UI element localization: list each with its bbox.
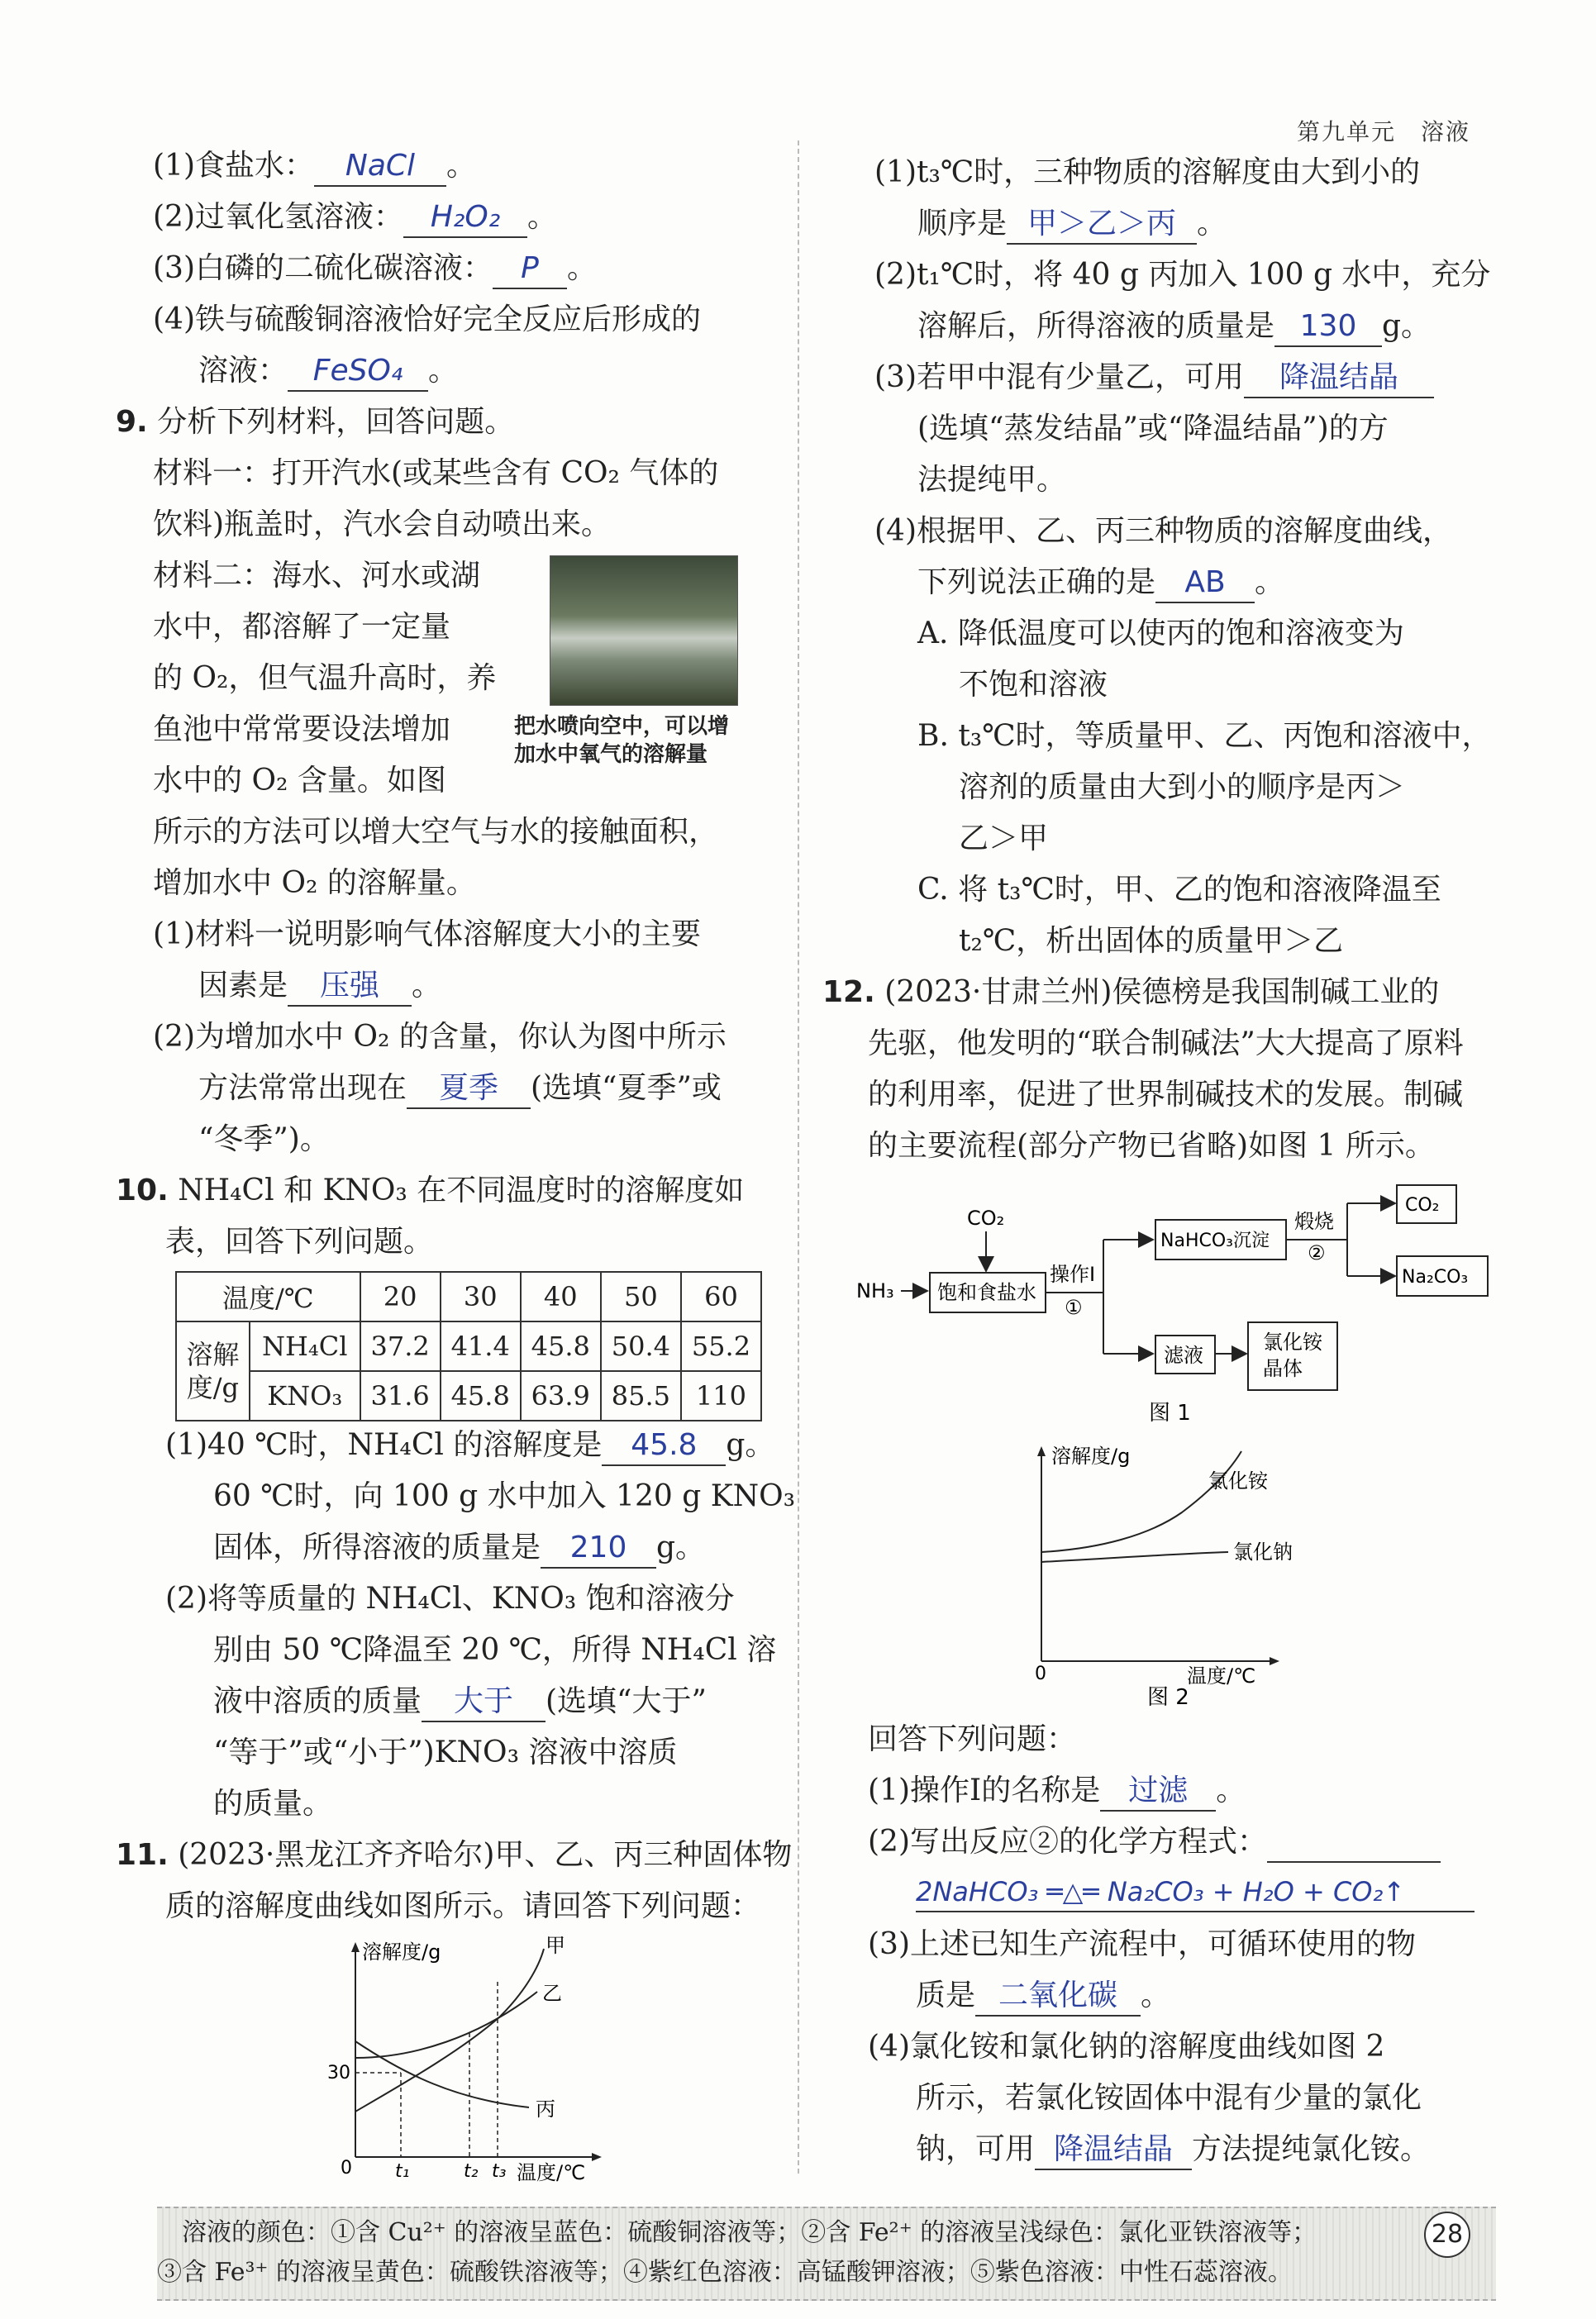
- origin-label: 0: [341, 2158, 352, 2179]
- q11-q4-a: (4)根据甲、乙、丙三种物质的溶解度曲线，: [874, 514, 1452, 548]
- label-operation1-num: ①: [1065, 1296, 1083, 1319]
- photo-caption: 加水中氧气的溶解量: [514, 742, 708, 767]
- q9-material2-line: 水中的 O₂ 含量。如图: [153, 764, 446, 798]
- box-nahco3-label: NaHCO₃沉淀: [1160, 1231, 1270, 1251]
- label-nh3: NH₃: [856, 1279, 894, 1302]
- q11-q4-b: 下列说法正确的是 AB 。: [917, 564, 1284, 603]
- q10-stem-a: 10. NH₄Cl 和 KNO₃ 在不同温度时的溶解度如: [116, 1174, 745, 1207]
- q12-q4-b: 所示，若氯化铵固体中混有少量的氯化: [916, 2081, 1422, 2115]
- q9-material2-line: 水中，都溶解了一定量: [153, 610, 451, 644]
- page-number: 28: [1424, 2212, 1470, 2258]
- label-calcination: 煅烧: [1294, 1210, 1334, 1233]
- q10-q2-a: (2)将等质量的 NH₄Cl、KNO₃ 饱和溶液分: [165, 1582, 735, 1616]
- table-header-row: [176, 1272, 761, 1321]
- q12-stem: 先驱，他发明的“联合制碱法”大大提高了原料: [868, 1026, 1464, 1060]
- q10-q1-b: 60 ℃时，向 100 g 水中加入 120 g KNO₃: [213, 1479, 796, 1513]
- q9-material2-line: 的 O₂，但气温升高时，养: [153, 661, 497, 695]
- q8-item-4a: (4)铁与硫酸铜溶液恰好完全反应后形成的: [153, 302, 701, 336]
- table-header-cell: 30: [441, 1272, 521, 1321]
- table-cell: 45.8: [441, 1371, 521, 1421]
- column-divider: [798, 140, 799, 2174]
- q10-q2-c: 液中溶质的质量 大于 (选填“大于”: [213, 1683, 707, 1722]
- q11-option-b-cont: 乙＞甲: [959, 821, 1049, 855]
- answer: P: [521, 251, 539, 285]
- q12-q3-b: 质是 二氧化碳 。: [916, 1977, 1170, 2017]
- t3-label: t₃: [492, 2161, 507, 2182]
- curve-nacl: [1041, 1552, 1228, 1562]
- x-axis-arrow: [1270, 1657, 1279, 1665]
- y-axis-arrow: [1037, 1446, 1046, 1456]
- curve-bing: [355, 2041, 529, 2107]
- answer: 130: [1299, 309, 1357, 343]
- table-cell: 55.2: [681, 1321, 761, 1371]
- table-cell: 63.9: [521, 1371, 601, 1421]
- q9-material2-line: 鱼池中常常要设法增加: [153, 712, 451, 746]
- table-header-cell: 40: [521, 1272, 601, 1321]
- answer: 降温结晶: [1054, 2132, 1174, 2166]
- answer: 210: [569, 1531, 627, 1564]
- label-yi: 乙: [542, 1982, 562, 2005]
- q11-q1-b: 顺序是 甲＞乙＞丙 。: [917, 205, 1227, 245]
- q12-stem: 的利用率，促进了世界制碱技术的发展。制碱: [868, 1078, 1464, 1112]
- q12-q3-a: (3)上述已知生产流程中，可循环使用的物: [868, 1927, 1416, 1961]
- q11-q3-a: (3)若甲中混有少量乙，可用 降温结晶: [874, 359, 1434, 398]
- label-bing: 丙: [536, 2098, 555, 2121]
- answer: 大于: [454, 1684, 514, 1718]
- x-axis-label: 温度/℃: [517, 2161, 586, 2184]
- y-axis-label: 溶解度/g: [1051, 1445, 1131, 1468]
- q8-item-2: (2)过氧化氢溶液： H₂O₂ 。: [153, 198, 557, 238]
- footer-line: 溶液的颜色：①含 Cu²⁺ 的溶液呈蓝色：硫酸铜溶液等；②含 Fe²⁺ 的溶液呈浅绿色：氯化亚铁溶液等；: [182, 2218, 1317, 2247]
- origin-label: 0: [1035, 1664, 1046, 1684]
- label-jia: 甲: [545, 1934, 565, 1957]
- answer-equation: 2NaHCO₃ ═△═ Na₂CO₃ + H₂O + CO₂↑: [916, 1876, 1406, 1907]
- q12-q2-answer: [916, 1873, 1475, 1912]
- table-header-cell: 温度/℃: [176, 1272, 360, 1321]
- table-cell: 110: [681, 1371, 761, 1421]
- x-axis-label: 温度/℃: [1187, 1664, 1256, 1688]
- page-header: 第九单元 溶液: [1296, 118, 1470, 145]
- answer: FeSO₄: [312, 354, 403, 388]
- photo-caption: 把水喷向空中，可以增: [514, 714, 730, 739]
- answer: 压强: [320, 969, 380, 1002]
- q12-intro: 回答下列问题：: [868, 1722, 1077, 1756]
- q12-q2: (2)写出反应②的化学方程式：: [868, 1823, 1441, 1863]
- q11-stem-a: 11. (2023·黑龙江齐齐哈尔)甲、乙、丙三种固体物: [116, 1838, 793, 1872]
- q9-material2-line: 材料二：海水、河水或湖: [153, 559, 481, 593]
- q12-stem: 12. (2023·甘肃兰州)侯德榜是我国制碱工业的: [822, 975, 1440, 1009]
- q9-q2-a: (2)为增加水中 O₂ 的含量，你认为图中所示: [153, 1020, 727, 1054]
- table-header-cell: 20: [360, 1272, 441, 1321]
- table-cell: 50.4: [601, 1321, 681, 1371]
- table-row: [176, 1321, 761, 1371]
- q9-material1-b: 饮料)瓶盖时，汽水会自动喷出来。: [153, 507, 612, 541]
- q8-item-1: (1)食盐水： NaCl 。: [153, 147, 476, 187]
- box-saturated-brine-label: 饱和食盐水: [937, 1281, 1036, 1304]
- q10-q1-c: 固体，所得溶液的质量是 210 g。: [213, 1529, 705, 1569]
- q10-q2-b: 别由 50 ℃降温至 20 ℃，所得 NH₄Cl 溶: [213, 1633, 777, 1667]
- table-cell: 31.6: [360, 1371, 441, 1421]
- t1-label: t₁: [395, 2161, 410, 2182]
- table-cell: KNO₃: [250, 1371, 360, 1421]
- fountain-photo: [550, 555, 738, 706]
- table-row-label: 溶解 度/g: [176, 1321, 250, 1421]
- q11-option-c-cont: t₂℃，析出固体的质量甲＞乙: [959, 924, 1344, 958]
- y-axis-arrow: [351, 1942, 360, 1952]
- q9-material2-rest: 增加水中 O₂ 的溶解量。: [153, 866, 476, 900]
- q10-stem-b: 表，回答下列问题。: [165, 1225, 434, 1259]
- q11-q3-b: (选填“蒸发结晶”或“降温结晶”)的方: [917, 412, 1389, 445]
- q12-q1: (1)操作Ⅰ的名称是 过滤 。: [868, 1772, 1246, 1812]
- label-calcination-num: ②: [1308, 1241, 1326, 1264]
- q9-q1-b: 因素是 压强 。: [198, 967, 441, 1007]
- production-flowchart: [851, 1174, 1496, 1430]
- label-nacl: 氯化钠: [1233, 1540, 1293, 1564]
- q11-option-a: A. 降低温度可以使丙的饱和溶液变为: [917, 617, 1404, 650]
- t2-label: t₂: [464, 2161, 479, 2182]
- q10-q2-e: “等于”或“小于”)KNO₃ 溶液中溶质: [213, 1736, 678, 1769]
- box-na2co3-label: Na₂CO₃: [1402, 1267, 1469, 1288]
- q9-material1-a: 材料一：打开汽水(或某些含有 CO₂ 气体的: [153, 456, 719, 490]
- table-cell: NH₄Cl: [250, 1321, 360, 1371]
- y-axis-label: 溶解度/g: [362, 1940, 441, 1964]
- table-header-cell: 50: [601, 1272, 681, 1321]
- q10-q1-a: (1)40 ℃时，NH₄Cl 的溶解度是 45.8 g。: [165, 1426, 774, 1466]
- table-header-cell: 60: [681, 1272, 761, 1321]
- q11-stem-b: 质的溶解度曲线如图所示。请回答下列问题：: [165, 1889, 761, 1923]
- answer: AB: [1184, 565, 1226, 599]
- answer: 45.8: [631, 1428, 698, 1462]
- q11-option-a-cont: 不饱和溶液: [959, 668, 1108, 702]
- answer: 二氧化碳: [998, 1979, 1118, 2012]
- q11-option-b-cont: 溶剂的质量由大到小的顺序是丙＞: [959, 770, 1406, 804]
- footer-line: ③含 Fe³⁺ 的溶液呈黄色：硫酸铁溶液等；④紫红色溶液：高锰酸钾溶液；⑤紫色溶液：中性石蕊溶液。: [157, 2258, 1293, 2287]
- q8-item-3: (3)白磷的二硫化碳溶液： P 。: [153, 250, 597, 289]
- figure1-caption: 图 1: [1149, 1401, 1191, 1426]
- curve-jia: [355, 1949, 544, 2112]
- label-operation1: 操作Ⅰ: [1050, 1263, 1096, 1286]
- table-cell: 41.4: [441, 1321, 521, 1371]
- answer: 甲＞乙＞丙: [1027, 207, 1177, 240]
- y-tick-30: 30: [327, 2063, 350, 2083]
- q9-q1-a: (1)材料一说明影响气体溶解度大小的主要: [153, 917, 701, 951]
- answer: 降温结晶: [1279, 360, 1398, 394]
- label-nh4cl: 氯化铵: [1208, 1469, 1268, 1493]
- box-co2-out-label: CO₂: [1405, 1195, 1440, 1216]
- table-cell: 85.5: [601, 1371, 681, 1421]
- q12-q4-c: 钠，可用 降温结晶 方法提纯氯化铵。: [916, 2131, 1430, 2170]
- q8-item-4b: 溶液： FeSO₄ 。: [198, 352, 458, 392]
- answer: 夏季: [439, 1071, 499, 1105]
- q12-q4-a: (4)氯化铵和氯化钠的溶解度曲线如图 2: [868, 2030, 1385, 2064]
- x-axis-arrow: [592, 2153, 602, 2161]
- table-cell: 37.2: [360, 1321, 441, 1371]
- q9-material2-rest: 所示的方法可以增大空气与水的接触面积，: [153, 815, 719, 849]
- q9-stem: 9. 分析下列材料，回答问题。: [116, 405, 515, 439]
- q11-q3-c: 法提纯甲。: [917, 463, 1067, 497]
- label-co2-in: CO₂: [967, 1207, 1005, 1230]
- q11-option-b: B. t₃℃时，等质量甲、乙、丙饱和溶液中，: [917, 719, 1492, 753]
- q11-q2-a: (2)t₁℃时，将 40 g 丙加入 100 g 水中，充分: [874, 258, 1491, 292]
- q10-q2-f: 的质量。: [213, 1787, 333, 1821]
- table-row: [176, 1371, 761, 1421]
- answer: NaCl: [345, 149, 416, 183]
- table-cell: 45.8: [521, 1321, 601, 1371]
- footer-tip-box: [157, 2207, 1496, 2301]
- q11-q2-b: 溶解后，所得溶液的质量是 130 g。: [917, 307, 1431, 347]
- answer: 过滤: [1128, 1774, 1189, 1807]
- q11-q1-a: (1)t₃℃时，三种物质的溶解度由大到小的: [874, 155, 1421, 189]
- curve-yi: [355, 1992, 537, 2058]
- q9-q2-b: 方法常常出现在 夏季 (选填“夏季”或: [198, 1069, 722, 1109]
- q12-stem: 的主要流程(部分产物已省略)如图 1 所示。: [868, 1129, 1435, 1163]
- solubility-curve-graph-q11: [322, 1934, 653, 2190]
- q9-q2-d: “冬季”)。: [198, 1122, 330, 1156]
- answer: H₂O₂: [430, 200, 501, 234]
- solubility-table: [175, 1271, 762, 1421]
- q11-option-c: C. 将 t₃℃时，甲、乙的饱和溶液降温至: [917, 873, 1441, 907]
- solubility-curve-graph-q12: [1025, 1438, 1322, 1711]
- box-nh4cl-label: 晶体: [1263, 1357, 1303, 1380]
- figure2-caption: 图 2: [1147, 1685, 1189, 1710]
- box-nh4cl-label: 氯化铵: [1263, 1331, 1322, 1354]
- box-filtrate-label: 滤液: [1164, 1344, 1203, 1367]
